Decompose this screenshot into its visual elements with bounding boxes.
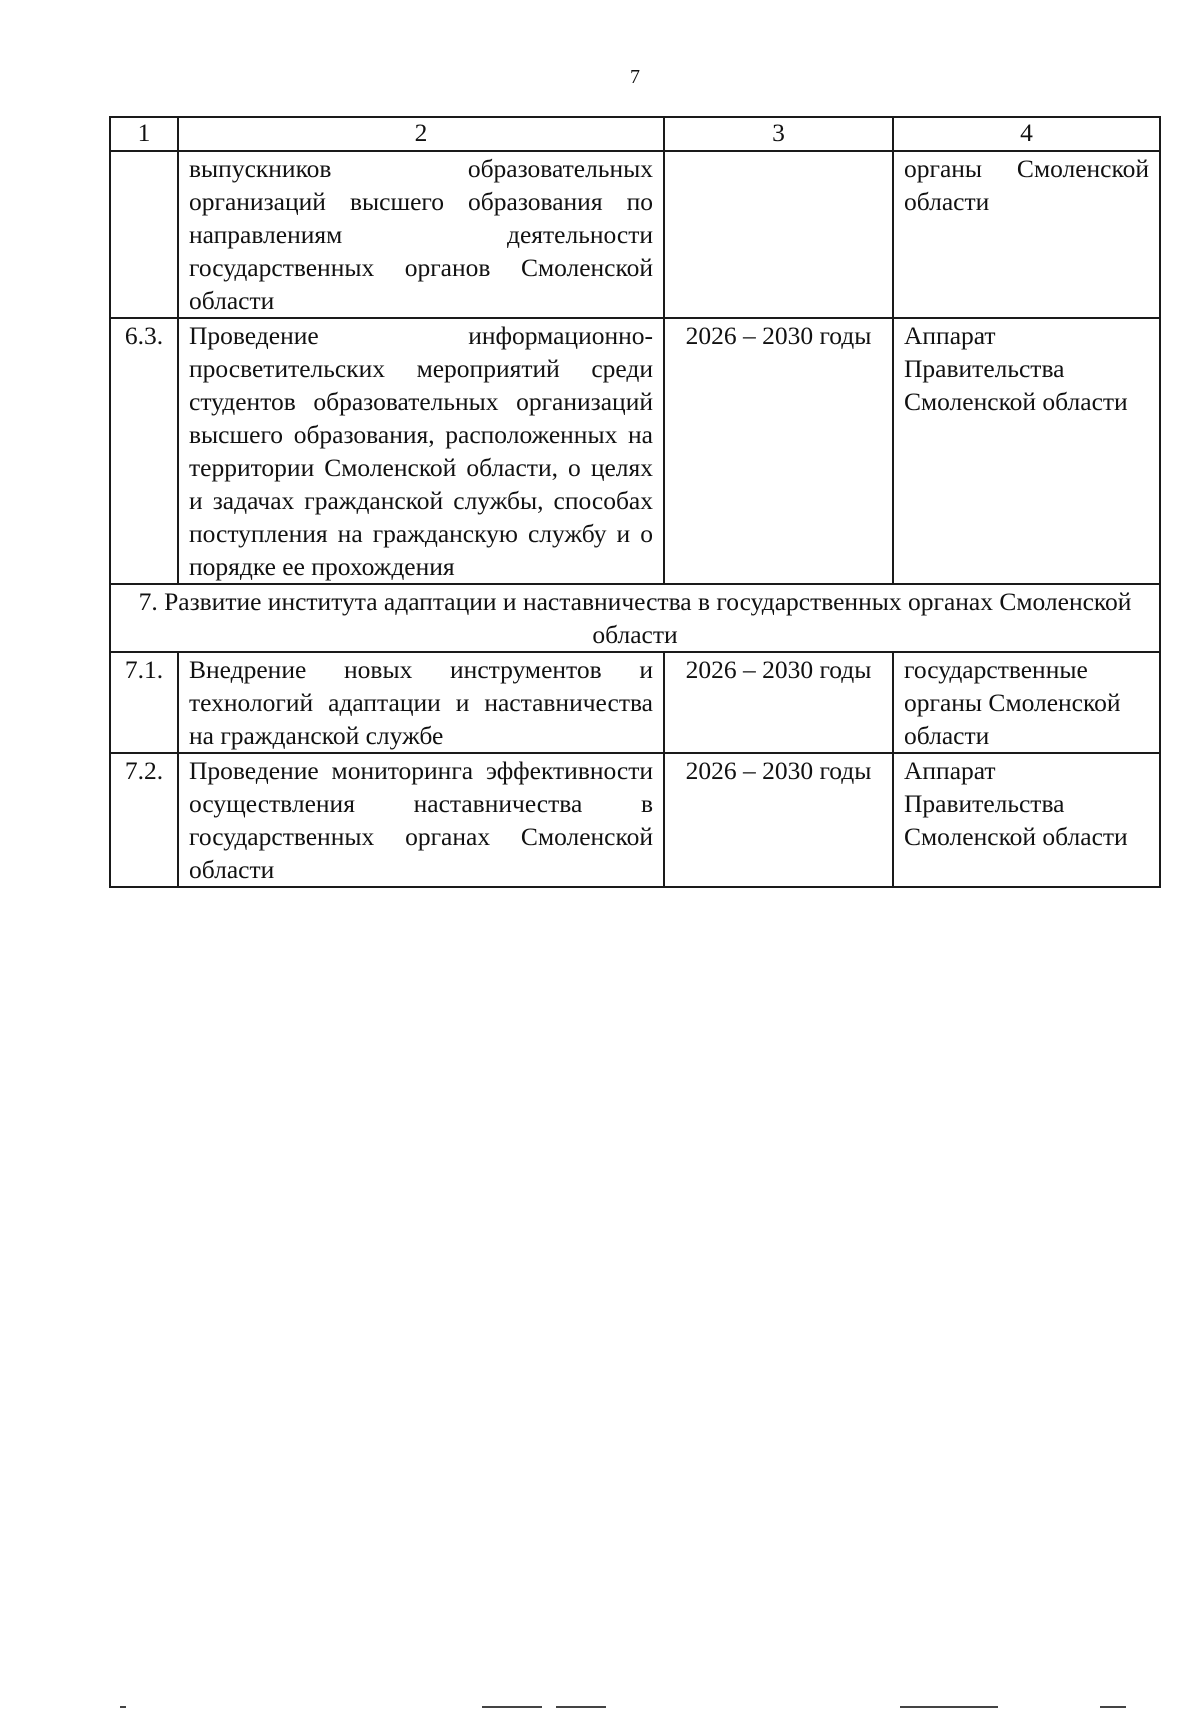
- row-number: 6.3.: [110, 318, 178, 584]
- row-number: [110, 151, 178, 318]
- row-responsible: Аппарат Правительства Смоленской области: [893, 753, 1160, 887]
- column-number-2: 2: [178, 117, 664, 151]
- row-period: 2026 – 2030 годы: [664, 318, 893, 584]
- row-period: 2026 – 2030 годы: [664, 753, 893, 887]
- row-responsible: государственные органы Смоленской области: [893, 652, 1160, 753]
- table-row: [110, 652, 1160, 753]
- column-number-4: 4: [893, 117, 1160, 151]
- row-period: [664, 151, 893, 318]
- row-period: 2026 – 2030 годы: [664, 652, 893, 753]
- row-description: выпускников образовательных организаций высшего образования по направлениям деятельности государственных органов Смоленской области: [178, 151, 664, 318]
- row-description: Проведение информационно-просветительских мероприятий среди студентов образовательных организаций высшего образования, расположенных на территории Смоленской области, о целях и задачах гражданской службы, способах поступления на гражданскую службу и о порядке ее прохождения: [178, 318, 664, 584]
- table-header-row: [110, 117, 1160, 151]
- row-description: Проведение мониторинга эффективности осуществления наставничества в государственных органах Смоленской области: [178, 753, 664, 887]
- table-row: [110, 753, 1160, 887]
- column-number-3: 3: [664, 117, 893, 151]
- row-description: Внедрение новых инструментов и технологий адаптации и наставничества на гражданской службе: [178, 652, 664, 753]
- section-title: 7. Развитие института адаптации и наставничества в государственных органах Смоленской области: [110, 584, 1160, 652]
- row-responsible: Аппарат Правительства Смоленской области: [893, 318, 1160, 584]
- scan-edge-marks: [0, 1700, 1200, 1712]
- row-number: 7.2.: [110, 753, 178, 887]
- row-number: 7.1.: [110, 652, 178, 753]
- row-responsible: органы Смоленской области: [893, 151, 1160, 318]
- table-row: [110, 151, 1160, 318]
- column-number-1: 1: [110, 117, 178, 151]
- section-heading-row: [110, 584, 1160, 652]
- table-row: [110, 318, 1160, 584]
- page-number: 7: [630, 66, 640, 88]
- activity-plan-table: [109, 116, 1161, 888]
